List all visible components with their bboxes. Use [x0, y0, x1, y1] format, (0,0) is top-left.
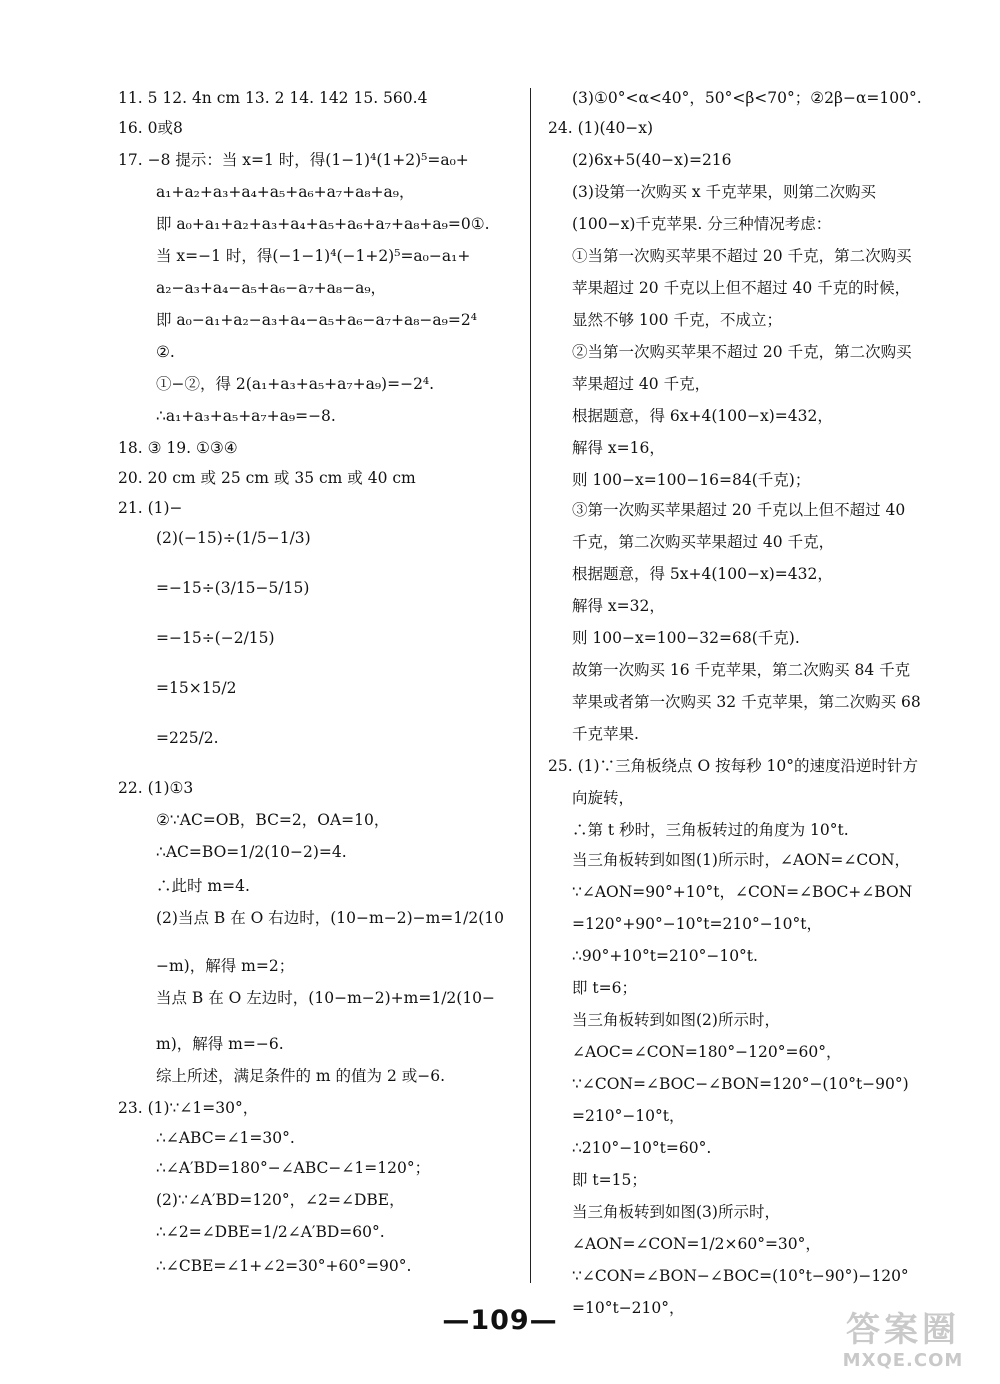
- right-answer-line: ①当第一次购买苹果不超过 20 千克，第二次购买: [572, 247, 912, 265]
- right-answer-line: 即 t=6；: [572, 979, 638, 997]
- left-answer-line: ∴∠ABC=∠1=30°.: [156, 1129, 295, 1147]
- right-answer-line: 显然不够 100 千克，不成立；: [572, 311, 782, 329]
- left-answer-line: ②∵AC=OB，BC=2，OA=10，: [156, 811, 390, 829]
- left-answer-line: 即 a₀+a₁+a₂+a₃+a₄+a₅+a₆+a₇+a₈+a₉=0①.: [156, 215, 490, 233]
- right-answer-line: (100−x)千克苹果. 分三种情况考虑：: [572, 215, 832, 233]
- page-number: —109—: [442, 1305, 558, 1336]
- left-answer-line: ∴∠2=∠DBE=1/2∠A′BD=60°.: [156, 1223, 385, 1241]
- right-answer-line: 苹果或者第一次购买 32 千克苹果，第二次购买 68: [572, 693, 921, 711]
- right-answer-line: =210°−10°t，: [572, 1107, 685, 1125]
- left-answer-line: 22. (1)①3: [118, 779, 194, 797]
- right-answer-line: 则 100−x=100−32=68(千克).: [572, 629, 800, 647]
- right-answer-line: 当三角板转到如图(1)所示时，∠AON=∠CON，: [572, 851, 911, 869]
- right-answer-line: 向旋转，: [572, 789, 635, 807]
- left-answer-line: 21. (1)−: [118, 499, 183, 517]
- left-answer-line: ∴∠A′BD=180°−∠ABC−∠1=120°；: [156, 1159, 431, 1177]
- left-answer-line: (2)(−15)÷(1/5−1/3): [156, 529, 311, 547]
- left-answer-line: 即 a₀−a₁+a₂−a₃+a₄−a₅+a₆−a₇+a₈−a₉=2⁴: [156, 311, 477, 329]
- right-answer-line: =120°+90°−10°t=210°−10°t，: [572, 915, 822, 933]
- right-answer-line: 苹果超过 40 千克，: [572, 375, 711, 393]
- watermark-text: 答案圈: [846, 1310, 960, 1350]
- right-answer-line: ∴210°−10°t=60°.: [572, 1139, 712, 1157]
- column-divider: [530, 88, 531, 1283]
- right-answer-line: 则 100−x=100−16=84(千克)；: [572, 471, 811, 489]
- right-answer-line: ∠AOC=∠CON=180°−120°=60°，: [572, 1043, 842, 1061]
- right-answer-line: =10°t−210°，: [572, 1299, 685, 1317]
- right-answer-line: ∵∠CON=∠BON−∠BOC=(10°t−90°)−120°: [572, 1267, 909, 1285]
- right-answer-line: (3)①0°<α<40°，50°<β<70°；②2β−α=100°.: [572, 89, 922, 107]
- left-answer-line: a₂−a₃+a₄−a₅+a₆−a₇+a₈−a₉，: [156, 279, 387, 297]
- left-answer-line: =15×15/2: [156, 679, 237, 697]
- left-answer-line: (2)当点 B 在 O 右边时，(10−m−2)−m=1/2(10: [156, 909, 505, 927]
- left-answer-line: 11. 5 12. 4n cm 13. 2 14. 142 15. 560.4: [118, 89, 428, 107]
- right-answer-line: ③第一次购买苹果超过 20 千克以上但不超过 40: [572, 501, 906, 519]
- left-answer-line: (2)∵∠A′BD=120°，∠2=∠DBE，: [156, 1191, 405, 1209]
- right-answer-line: (3)设第一次购买 x 千克苹果，则第二次购买: [572, 183, 877, 201]
- right-answer-line: 苹果超过 20 千克以上但不超过 40 千克的时候，: [572, 279, 911, 297]
- left-answer-line: ∴a₁+a₃+a₅+a₇+a₉=−8.: [156, 407, 336, 425]
- left-answer-line: 综上所述，满足条件的 m 的值为 2 或−6.: [156, 1067, 446, 1085]
- right-answer-line: ∠AON=∠CON=1/2×60°=30°，: [572, 1235, 821, 1253]
- left-answer-line: =225/2.: [156, 729, 219, 747]
- left-answer-line: m)，解得 m=−6.: [156, 1035, 284, 1053]
- left-answer-line: 18. ③ 19. ①③④: [118, 439, 238, 457]
- right-answer-line: 故第一次购买 16 千克苹果，第二次购买 84 千克: [572, 661, 911, 679]
- right-answer-line: ∴90°+10°t=210°−10°t.: [572, 947, 758, 965]
- left-answer-line: 16. 0或8: [118, 119, 183, 137]
- left-answer-line: =−15÷(−2/15): [156, 629, 275, 647]
- right-answer-line: 千克苹果.: [572, 725, 639, 743]
- right-answer-line: 根据题意，得 6x+4(100−x)=432，: [572, 407, 833, 425]
- right-answer-line: ∵∠CON=∠BOC−∠BON=120°−(10°t−90°): [572, 1075, 909, 1093]
- left-answer-line: 当点 B 在 O 左边时，(10−m−2)+m=1/2(10−: [156, 989, 496, 1007]
- left-answer-line: 20. 20 cm 或 25 cm 或 35 cm 或 40 cm: [118, 469, 416, 487]
- right-answer-line: 千克，第二次购买苹果超过 40 千克，: [572, 533, 835, 551]
- right-answer-line: 24. (1)(40−x): [548, 119, 654, 137]
- watermark-logo: [818, 1310, 988, 1376]
- left-answer-line: 23. (1)∵∠1=30°，: [118, 1099, 259, 1117]
- left-answer-line: 当 x=−1 时，得(−1−1)⁴(−1+2)⁵=a₀−a₁+: [156, 247, 471, 265]
- left-answer-line: ∴AC=BO=1/2(10−2)=4.: [156, 843, 347, 861]
- right-answer-line: 当三角板转到如图(2)所示时，: [572, 1011, 780, 1029]
- left-answer-line: −m)，解得 m=2；: [156, 957, 295, 975]
- left-answer-line: ②.: [156, 343, 175, 361]
- right-answer-line: 根据题意，得 5x+4(100−x)=432，: [572, 565, 833, 583]
- right-answer-line: (2)6x+5(40−x)=216: [572, 151, 732, 169]
- right-answer-line: 25. (1)∵三角板绕点 O 按每秒 10°的速度沿逆时针方: [548, 757, 918, 775]
- right-answer-line: 解得 x=32，: [572, 597, 665, 615]
- left-answer-line: =−15÷(3/15−5/15): [156, 579, 310, 597]
- right-answer-line: ∵∠AON=90°+10°t，∠CON=∠BOC+∠BON: [572, 883, 913, 901]
- left-answer-line: ①−②，得 2(a₁+a₃+a₅+a₇+a₉)=−2⁴.: [156, 375, 435, 393]
- left-answer-line: ∴此时 m=4.: [156, 877, 250, 895]
- right-answer-line: ②当第一次购买苹果不超过 20 千克，第二次购买: [572, 343, 912, 361]
- right-answer-line: 解得 x=16，: [572, 439, 665, 457]
- left-answer-line: 17. −8 提示：当 x=1 时，得(1−1)⁴(1+2)⁵=a₀+: [118, 151, 469, 169]
- left-answer-line: ∴∠CBE=∠1+∠2=30°+60°=90°.: [156, 1257, 412, 1275]
- right-answer-line: 即 t=15；: [572, 1171, 647, 1189]
- watermark-url: MXQE.COM: [842, 1350, 964, 1371]
- right-answer-line: ∴第 t 秒时，三角板转过的角度为 10°t.: [572, 821, 849, 839]
- right-answer-line: 当三角板转到如图(3)所示时，: [572, 1203, 780, 1221]
- left-answer-line: a₁+a₂+a₃+a₄+a₅+a₆+a₇+a₈+a₉，: [156, 183, 415, 201]
